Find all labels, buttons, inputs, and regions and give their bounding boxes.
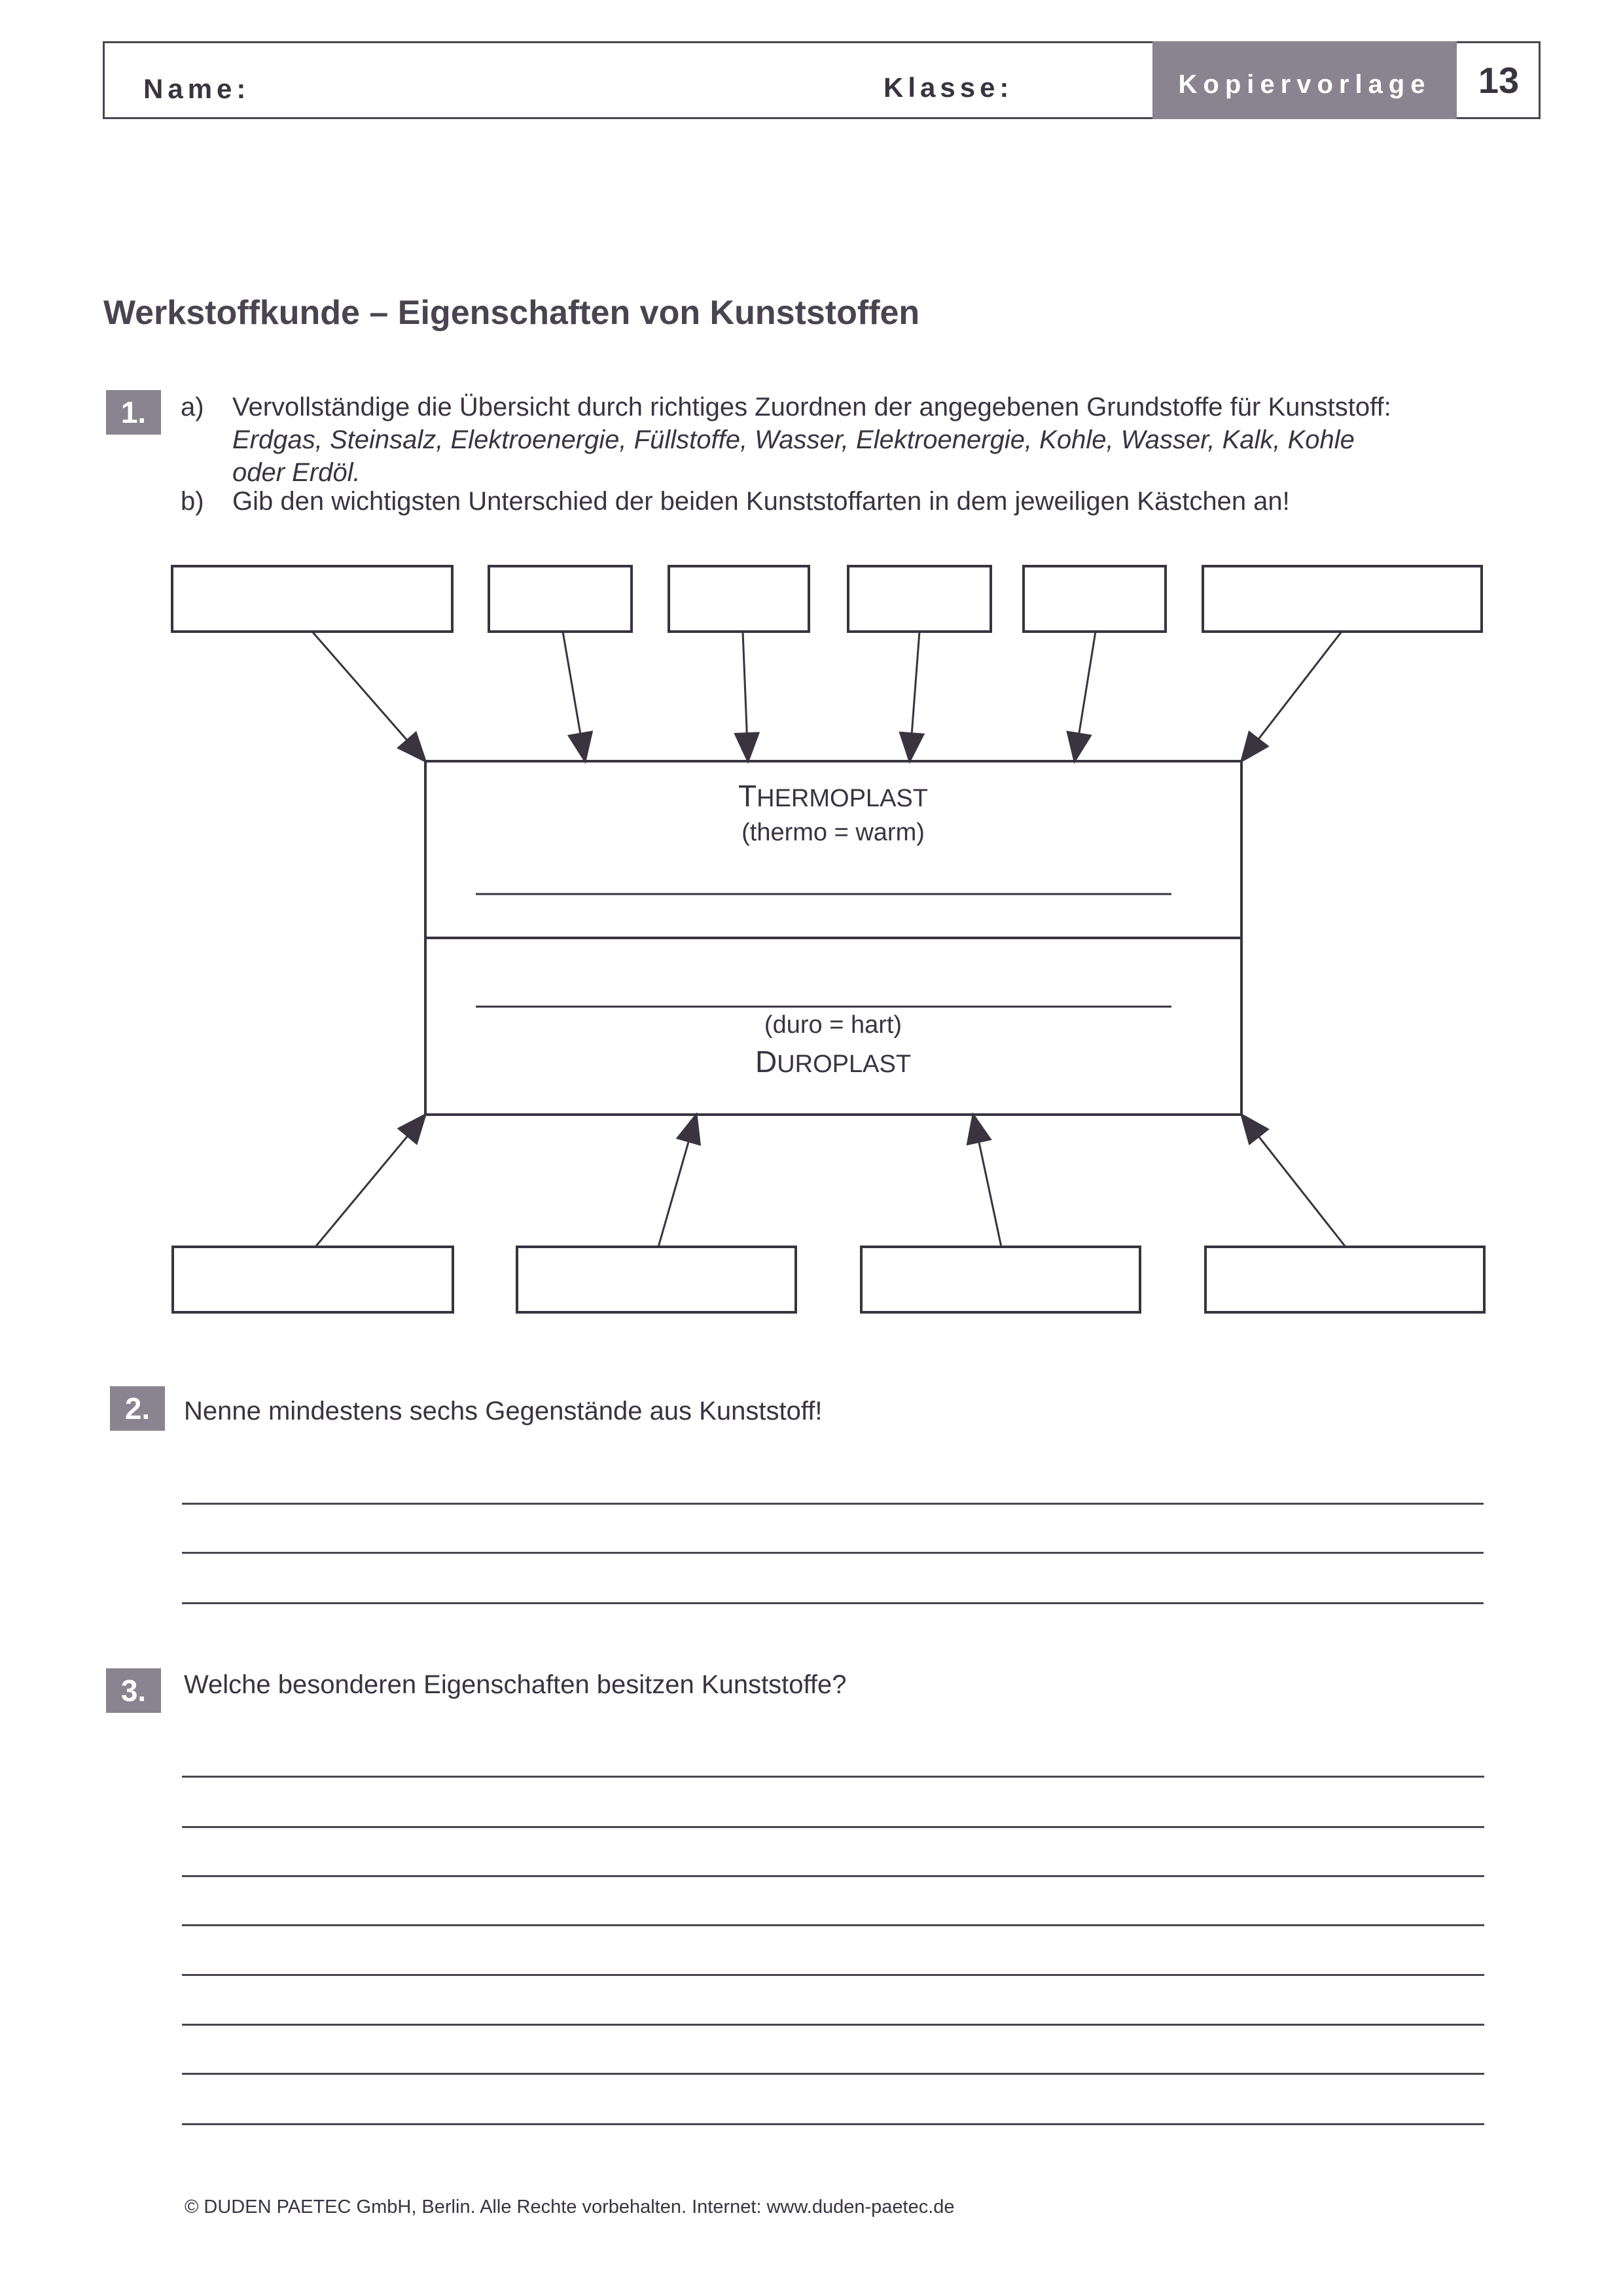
task2-answer-line-2[interactable]	[182, 1552, 1484, 1554]
kopiervorlage-badge: Kopiervorlage	[1152, 41, 1457, 119]
task3-answer-line-2[interactable]	[182, 1826, 1484, 1828]
bottom-box-3[interactable]	[861, 1247, 1140, 1312]
task3-answer-line-4[interactable]	[182, 1924, 1484, 1926]
task3-answer-line-5[interactable]	[182, 1974, 1484, 1976]
task1-b-text: Gib den wichtigsten Unterschied der beiden Kunststoffarten in dem jeweiligen Kästchen an!	[232, 487, 1290, 516]
task3-answer-line-3[interactable]	[182, 1875, 1484, 1877]
task3-answer-line-1[interactable]	[182, 1776, 1484, 1778]
thermoplast-note: (thermo = warm)	[741, 819, 925, 846]
task3-text: Welche besonderen Eigenschaften besitzen Kunststoffe?	[184, 1670, 847, 1699]
task3-answer-line-8[interactable]	[182, 2123, 1484, 2125]
arrow-top-6	[1241, 632, 1342, 761]
bottom-box-1[interactable]	[173, 1247, 453, 1312]
top-box-4[interactable]	[848, 566, 991, 632]
task3-answer-line-6[interactable]	[182, 2024, 1484, 2026]
top-box-6[interactable]	[1203, 566, 1482, 632]
task2-answer-line-3[interactable]	[182, 1602, 1484, 1604]
top-box-2[interactable]	[489, 566, 632, 632]
arrow-bottom-3	[973, 1115, 1001, 1247]
arrow-bottom-2	[658, 1115, 696, 1247]
task3-badge: 3.	[106, 1668, 161, 1713]
page-number: 13	[1478, 60, 1520, 101]
arrow-top-1	[312, 632, 425, 761]
duroplast-label: DUROPLAST	[755, 1045, 912, 1079]
top-box-3[interactable]	[669, 566, 809, 632]
task1-a-text: Vervollständige die Übersicht durch richtiges Zuordnen der angegebenen Grundstoffe für Kunststoff:	[232, 393, 1391, 422]
task1-a-items-line1: Erdgas, Steinsalz, Elektroenergie, Füllstoffe, Wasser, Elektroenergie, Kohle, Wasser, Kalk, Kohle	[232, 425, 1355, 454]
top-box-1[interactable]	[172, 566, 452, 632]
task2-badge: 2.	[110, 1386, 165, 1431]
arrow-top-3	[743, 632, 748, 761]
task1-a-marker: a)	[181, 393, 204, 422]
task1-b-marker: b)	[181, 487, 204, 516]
task1-badge: 1.	[106, 390, 161, 435]
arrow-bottom-1	[315, 1115, 425, 1247]
arrow-top-4	[910, 632, 919, 761]
task1-a-items-line2: oder Erdöl.	[232, 458, 361, 487]
bottom-box-4[interactable]	[1205, 1247, 1484, 1312]
klasse-label: Klasse:	[883, 72, 1014, 103]
name-label: Name:	[143, 73, 251, 104]
thermoplast-label: THERMOPLAST	[738, 779, 928, 813]
duroplast-note: (duro = hart)	[764, 1011, 902, 1039]
arrow-top-2	[563, 632, 585, 761]
top-box-5[interactable]	[1024, 566, 1166, 632]
bottom-box-2[interactable]	[517, 1247, 796, 1312]
footer-copyright: © DUDEN PAETEC GmbH, Berlin. Alle Rechte vorbehalten. Internet: www.duden-paetec.de	[185, 2197, 955, 2217]
page-title: Werkstoffkunde – Eigenschaften von Kunststoffen	[103, 294, 920, 332]
arrow-top-5	[1075, 632, 1096, 761]
arrow-bottom-4	[1241, 1115, 1346, 1247]
task3-answer-line-7[interactable]	[182, 2073, 1484, 2075]
task2-answer-line-1[interactable]	[182, 1503, 1484, 1505]
task2-text: Nenne mindestens sechs Gegenstände aus Kunststoff!	[184, 1397, 823, 1426]
